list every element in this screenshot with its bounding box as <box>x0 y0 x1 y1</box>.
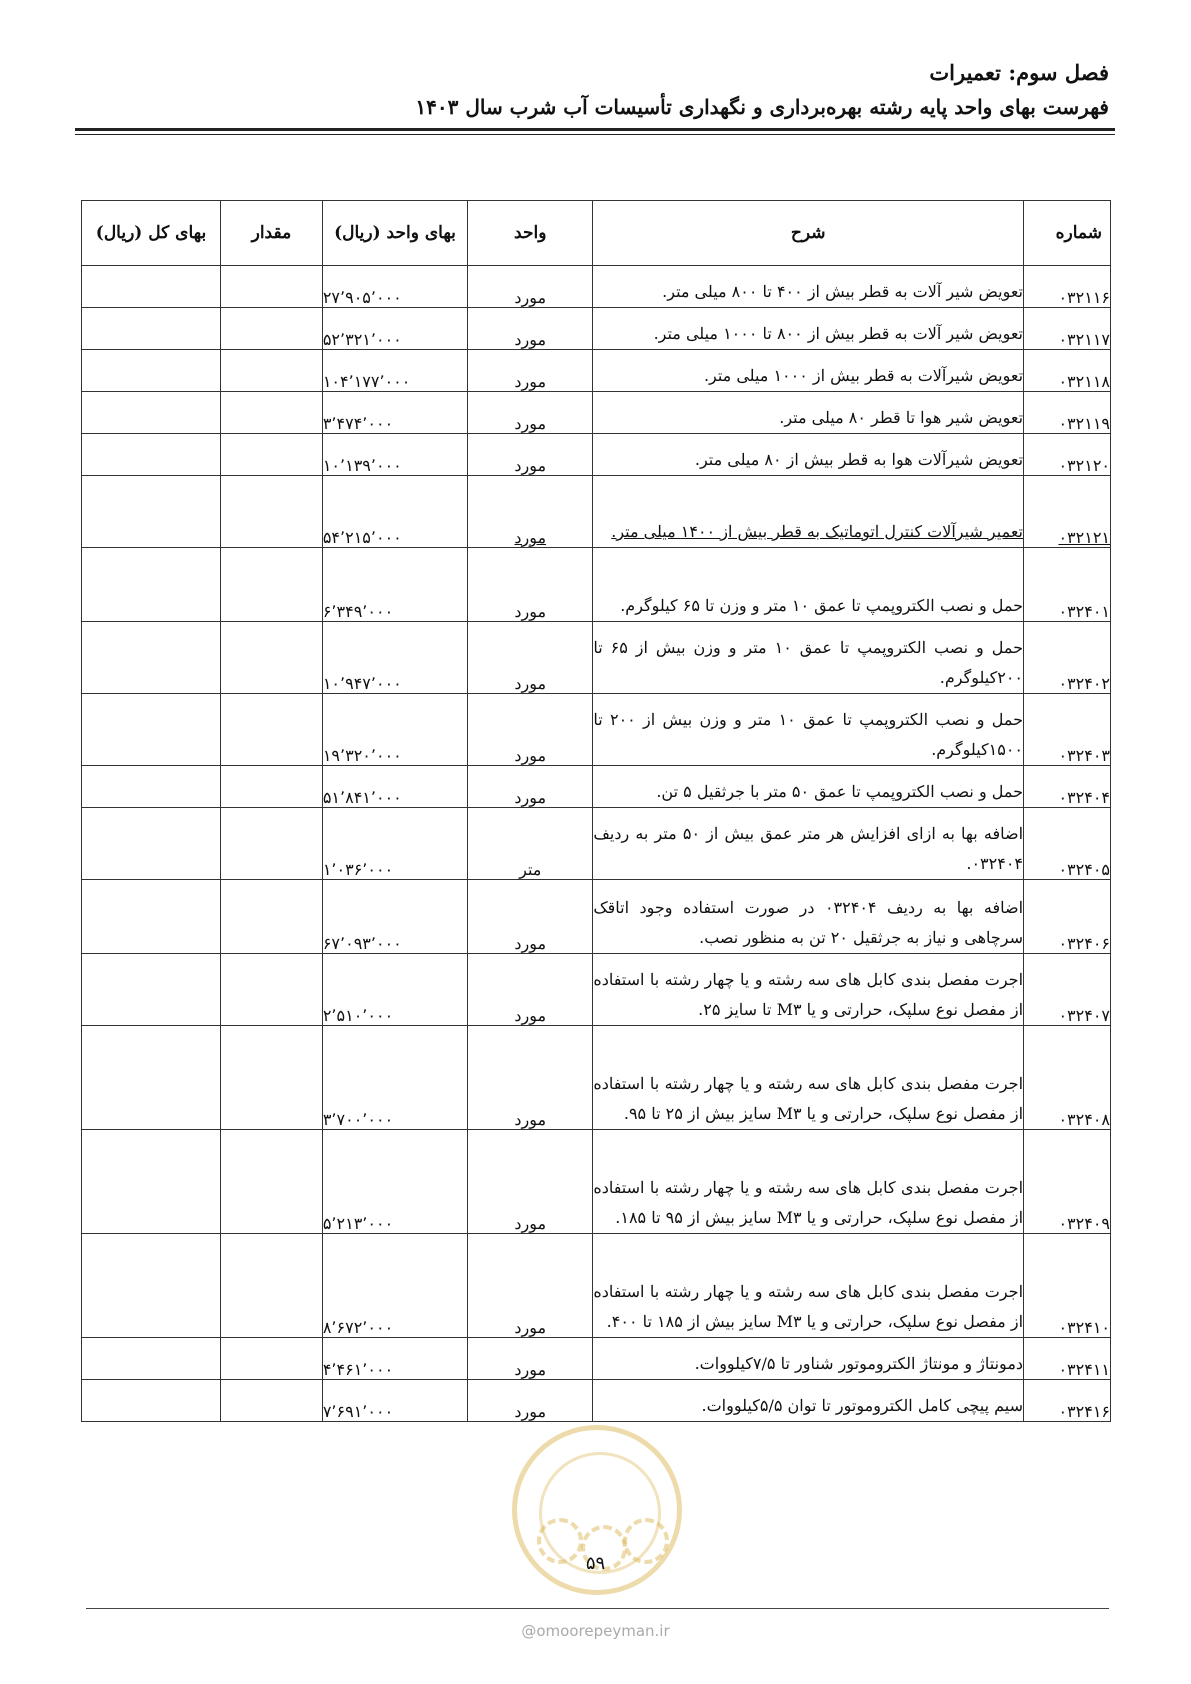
item-quantity <box>221 766 323 808</box>
column-header-unit-price: بهای واحد (ریال) <box>322 201 467 266</box>
item-quantity <box>221 622 323 694</box>
item-code: ۰۳۲۴۱۰ <box>1024 1234 1111 1338</box>
item-unit: مورد <box>468 392 593 434</box>
item-quantity <box>221 392 323 434</box>
item-description: اضافه بها به ردیف ۰۳۲۴۰۴ در صورت استفاده وجود اتاقک سرچاهی و نیاز به جرثقیل ۲۰ تن به منظور نصب. <box>593 880 1024 954</box>
item-description: حمل و نصب الکتروپمپ تا عمق ۱۰ متر و وزن تا ۶۵ کیلوگرم. <box>593 548 1024 622</box>
item-unit-price: ۷٬۶۹۱٬۰۰۰ <box>322 1380 467 1422</box>
item-unit: مورد <box>468 1380 593 1422</box>
item-unit-price: ۱٬۰۳۶٬۰۰۰ <box>322 808 467 880</box>
table-row <box>82 1026 1111 1130</box>
item-unit: مورد <box>468 954 593 1026</box>
item-description: دمونتاژ و مونتاژ الکتروموتور شناور تا ۷/۵کیلووات. <box>593 1338 1024 1380</box>
item-unit-price: ۵٬۲۱۳٬۰۰۰ <box>322 1130 467 1234</box>
header-rule-thin <box>75 134 1115 135</box>
header-rule-thick <box>75 128 1115 131</box>
item-unit-price: ۶۷٬۰۹۳٬۰۰۰ <box>322 880 467 954</box>
item-code: ۰۳۲۱۱۸ <box>1024 350 1111 392</box>
item-description: تعویض شیرآلات هوا به قطر بیش از ۸۰ میلی متر. <box>593 434 1024 476</box>
table-row <box>82 1234 1111 1338</box>
item-unit: مورد <box>468 694 593 766</box>
column-header-total-price: بهای کل (ریال) <box>82 201 221 266</box>
table-row <box>82 476 1111 548</box>
item-quantity <box>221 694 323 766</box>
item-code: ۰۳۲۴۰۹ <box>1024 1130 1111 1234</box>
item-unit-price: ۱۰٬۱۳۹٬۰۰۰ <box>322 434 467 476</box>
item-code: ۰۳۲۱۱۷ <box>1024 308 1111 350</box>
item-unit-price: ۵۲٬۳۲۱٬۰۰۰ <box>322 308 467 350</box>
item-description: تعویض شیر هوا تا قطر ۸۰ میلی متر. <box>593 392 1024 434</box>
item-quantity <box>221 1130 323 1234</box>
item-unit: مورد <box>468 880 593 954</box>
item-description: اجرت مفصل بندی کابل های سه رشته و یا چهار رشته با استفاده از مفصل نوع سلپک، حرارتی و یا M۳ سایز بیش از ۱۸۵ تا ۴۰۰. <box>593 1234 1024 1338</box>
item-code: ۰۳۲۴۰۳ <box>1024 694 1111 766</box>
item-code: ۰۳۲۴۰۸ <box>1024 1026 1111 1130</box>
item-total-price <box>82 1380 221 1422</box>
table-header-row <box>82 201 1111 266</box>
item-total-price <box>82 766 221 808</box>
table-row <box>82 808 1111 880</box>
item-description: تعمیر شیرآلات کنترل اتوماتیک به قطر بیش از ۱۴۰۰ میلی متر. <box>593 476 1024 548</box>
item-total-price <box>82 266 221 308</box>
item-total-price <box>82 1026 221 1130</box>
item-unit-price: ۸٬۶۷۲٬۰۰۰ <box>322 1234 467 1338</box>
item-total-price <box>82 880 221 954</box>
table-row <box>82 1380 1111 1422</box>
item-unit: مورد <box>468 476 593 548</box>
item-total-price <box>82 350 221 392</box>
item-code: ۰۳۲۴۰۱ <box>1024 548 1111 622</box>
item-total-price <box>82 622 221 694</box>
item-unit-price: ۶٬۳۴۹٬۰۰۰ <box>322 548 467 622</box>
column-header-quantity: مقدار <box>221 201 323 266</box>
table-row <box>82 308 1111 350</box>
item-quantity <box>221 1380 323 1422</box>
item-description: حمل و نصب الکتروپمپ تا عمق ۱۰ متر و وزن بیش از ۲۰۰ تا ۱۵۰۰کیلوگرم. <box>593 694 1024 766</box>
column-header-code: شماره <box>1024 201 1111 266</box>
item-code: ۰۳۲۱۲۰ <box>1024 434 1111 476</box>
footer-website: @omoorepeyman.ir <box>521 1622 670 1640</box>
item-unit: مورد <box>468 1026 593 1130</box>
column-header-description: شرح <box>593 201 1024 266</box>
table-row <box>82 694 1111 766</box>
item-description: اجرت مفصل بندی کابل های سه رشته و یا چهار رشته با استفاده از مفصل نوع سلپک، حرارتی و یا M۳ سایز بیش از ۹۵ تا ۱۸۵. <box>593 1130 1024 1234</box>
item-total-price <box>82 392 221 434</box>
item-code: ۰۳۲۱۲۱ <box>1024 476 1111 548</box>
item-unit: مورد <box>468 622 593 694</box>
item-quantity <box>221 476 323 548</box>
item-code: ۰۳۲۴۱۶ <box>1024 1380 1111 1422</box>
item-unit-price: ۵۱٬۸۴۱٬۰۰۰ <box>322 766 467 808</box>
item-unit-price: ۴٬۴۶۱٬۰۰۰ <box>322 1338 467 1380</box>
item-description: سیم پیچی کامل الکتروموتور تا توان ۵/۵کیلووات. <box>593 1380 1024 1422</box>
price-list-table <box>81 200 1111 1422</box>
item-unit: مورد <box>468 350 593 392</box>
item-unit-price: ۱۰٬۹۴۷٬۰۰۰ <box>322 622 467 694</box>
item-code: ۰۳۲۴۰۶ <box>1024 880 1111 954</box>
table-row <box>82 548 1111 622</box>
item-unit-price: ۵۴٬۲۱۵٬۰۰۰ <box>322 476 467 548</box>
footer-rule <box>86 1608 1109 1609</box>
item-unit: مورد <box>468 1234 593 1338</box>
item-code: ۰۳۲۴۰۴ <box>1024 766 1111 808</box>
table-row <box>82 434 1111 476</box>
item-code: ۰۳۲۱۱۶ <box>1024 266 1111 308</box>
table-row <box>82 766 1111 808</box>
item-unit: مورد <box>468 548 593 622</box>
item-total-price <box>82 434 221 476</box>
item-unit: مورد <box>468 308 593 350</box>
item-code: ۰۳۲۱۱۹ <box>1024 392 1111 434</box>
item-description: تعویض شیر آلات به قطر بیش از ۴۰۰ تا ۸۰۰ میلی متر. <box>593 266 1024 308</box>
item-quantity <box>221 1234 323 1338</box>
table-row <box>82 266 1111 308</box>
item-unit-price: ۲۷٬۹۰۵٬۰۰۰ <box>322 266 467 308</box>
column-header-unit: واحد <box>468 201 593 266</box>
table-row <box>82 622 1111 694</box>
item-quantity <box>221 1338 323 1380</box>
item-quantity <box>221 350 323 392</box>
item-unit: مورد <box>468 766 593 808</box>
item-unit-price: ۲٬۵۱۰٬۰۰۰ <box>322 954 467 1026</box>
item-code: ۰۳۲۴۱۱ <box>1024 1338 1111 1380</box>
item-unit-price: ۳٬۴۷۴٬۰۰۰ <box>322 392 467 434</box>
document-subtitle: فهرست بهای واحد پایه رشته بهره‌برداری و نگهداری تأسیسات آب شرب سال ۱۴۰۳ <box>415 95 1109 119</box>
table-row <box>82 954 1111 1026</box>
item-quantity <box>221 548 323 622</box>
item-quantity <box>221 954 323 1026</box>
item-unit-price: ۳٬۷۰۰٬۰۰۰ <box>322 1026 467 1130</box>
item-description: حمل و نصب الکتروپمپ تا عمق ۱۰ متر و وزن بیش از ۶۵ تا ۲۰۰کیلوگرم. <box>593 622 1024 694</box>
item-total-price <box>82 954 221 1026</box>
item-quantity <box>221 308 323 350</box>
item-quantity <box>221 880 323 954</box>
item-total-price <box>82 308 221 350</box>
item-unit: مورد <box>468 1338 593 1380</box>
item-unit: مورد <box>468 266 593 308</box>
item-total-price <box>82 808 221 880</box>
item-description: اضافه بها به ازای افزایش هر متر عمق بیش از ۵۰ متر به ردیف ۰۳۲۴۰۴. <box>593 808 1024 880</box>
item-unit: مورد <box>468 434 593 476</box>
item-description: اجرت مفصل بندی کابل های سه رشته و یا چهار رشته با استفاده از مفصل نوع سلپک، حرارتی و یا M۳ تا سایز ۲۵. <box>593 954 1024 1026</box>
table-row <box>82 392 1111 434</box>
chapter-title: فصل سوم: تعمیرات <box>929 60 1109 85</box>
table-row <box>82 350 1111 392</box>
table-row <box>82 1130 1111 1234</box>
page-header <box>75 58 1109 122</box>
item-total-price <box>82 548 221 622</box>
item-description: تعویض شیرآلات به قطر بیش از ۱۰۰۰ میلی متر. <box>593 350 1024 392</box>
item-unit: متر <box>468 808 593 880</box>
item-unit-price: ۱۰۴٬۱۷۷٬۰۰۰ <box>322 350 467 392</box>
item-description: حمل و نصب الکتروپمپ تا عمق ۵۰ متر با جرثقیل ۵ تن. <box>593 766 1024 808</box>
item-total-price <box>82 1234 221 1338</box>
item-total-price <box>82 1130 221 1234</box>
item-unit: مورد <box>468 1130 593 1234</box>
item-description: اجرت مفصل بندی کابل های سه رشته و یا چهار رشته با استفاده از مفصل نوع سلپک، حرارتی و یا M۳ سایز بیش از ۲۵ تا ۹۵. <box>593 1026 1024 1130</box>
item-total-price <box>82 694 221 766</box>
item-total-price <box>82 1338 221 1380</box>
table-row <box>82 1338 1111 1380</box>
item-description: تعویض شیر آلات به قطر بیش از ۸۰۰ تا ۱۰۰۰ میلی متر. <box>593 308 1024 350</box>
item-unit-price: ۱۹٬۳۲۰٬۰۰۰ <box>322 694 467 766</box>
item-code: ۰۳۲۴۰۲ <box>1024 622 1111 694</box>
item-total-price <box>82 476 221 548</box>
table-body <box>82 266 1111 1422</box>
item-quantity <box>221 808 323 880</box>
table-row <box>82 880 1111 954</box>
item-quantity <box>221 266 323 308</box>
item-quantity <box>221 1026 323 1130</box>
item-code: ۰۳۲۴۰۷ <box>1024 954 1111 1026</box>
item-quantity <box>221 434 323 476</box>
item-code: ۰۳۲۴۰۵ <box>1024 808 1111 880</box>
page-number: ۵۹ <box>585 1553 606 1574</box>
